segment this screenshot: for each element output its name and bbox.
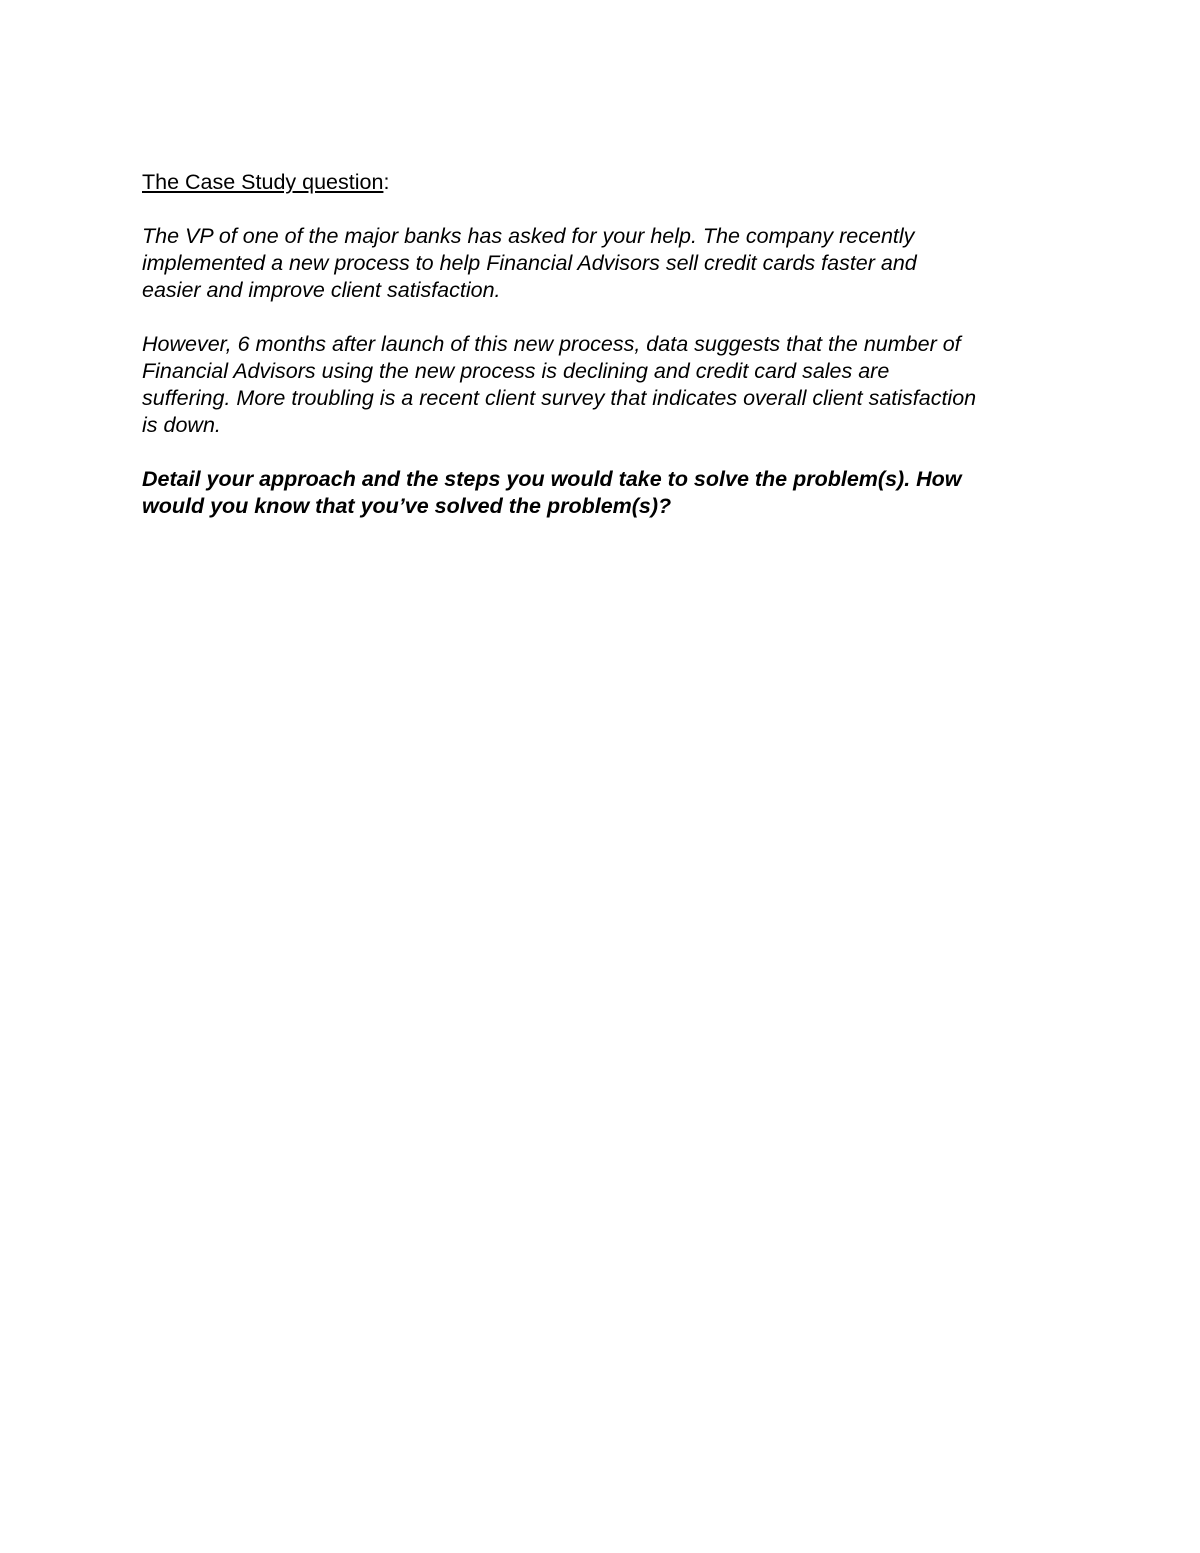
paragraph-line: easier and improve client satisfaction. <box>142 278 501 302</box>
document-body <box>142 169 1072 520</box>
paragraph-line: is down. <box>142 413 221 437</box>
paragraph-line: implemented a new process to help Financial Advisors sell credit cards faster and <box>142 251 917 275</box>
case-study-heading-colon: : <box>383 170 390 194</box>
question-line: Detail your approach and the steps you would take to solve the problem(s). How <box>142 467 962 491</box>
question-line: would you know that you’ve solved the problem(s)? <box>142 494 672 518</box>
paragraph-line: Financial Advisors using the new process is declining and credit card sales are <box>142 359 890 383</box>
case-study-question <box>142 466 1072 520</box>
case-study-heading <box>142 169 1072 196</box>
paragraph-line: However, 6 months after launch of this new process, data suggests that the number of <box>142 332 961 356</box>
case-study-heading-text: The Case Study question <box>142 170 384 194</box>
scenario-paragraph <box>142 223 1072 304</box>
paragraph-line: suffering. More troubling is a recent client survey that indicates overall client satisfaction <box>142 386 977 410</box>
paragraph-line: The VP of one of the major banks has asked for your help. The company recently <box>142 224 915 248</box>
problem-paragraph <box>142 331 1072 439</box>
